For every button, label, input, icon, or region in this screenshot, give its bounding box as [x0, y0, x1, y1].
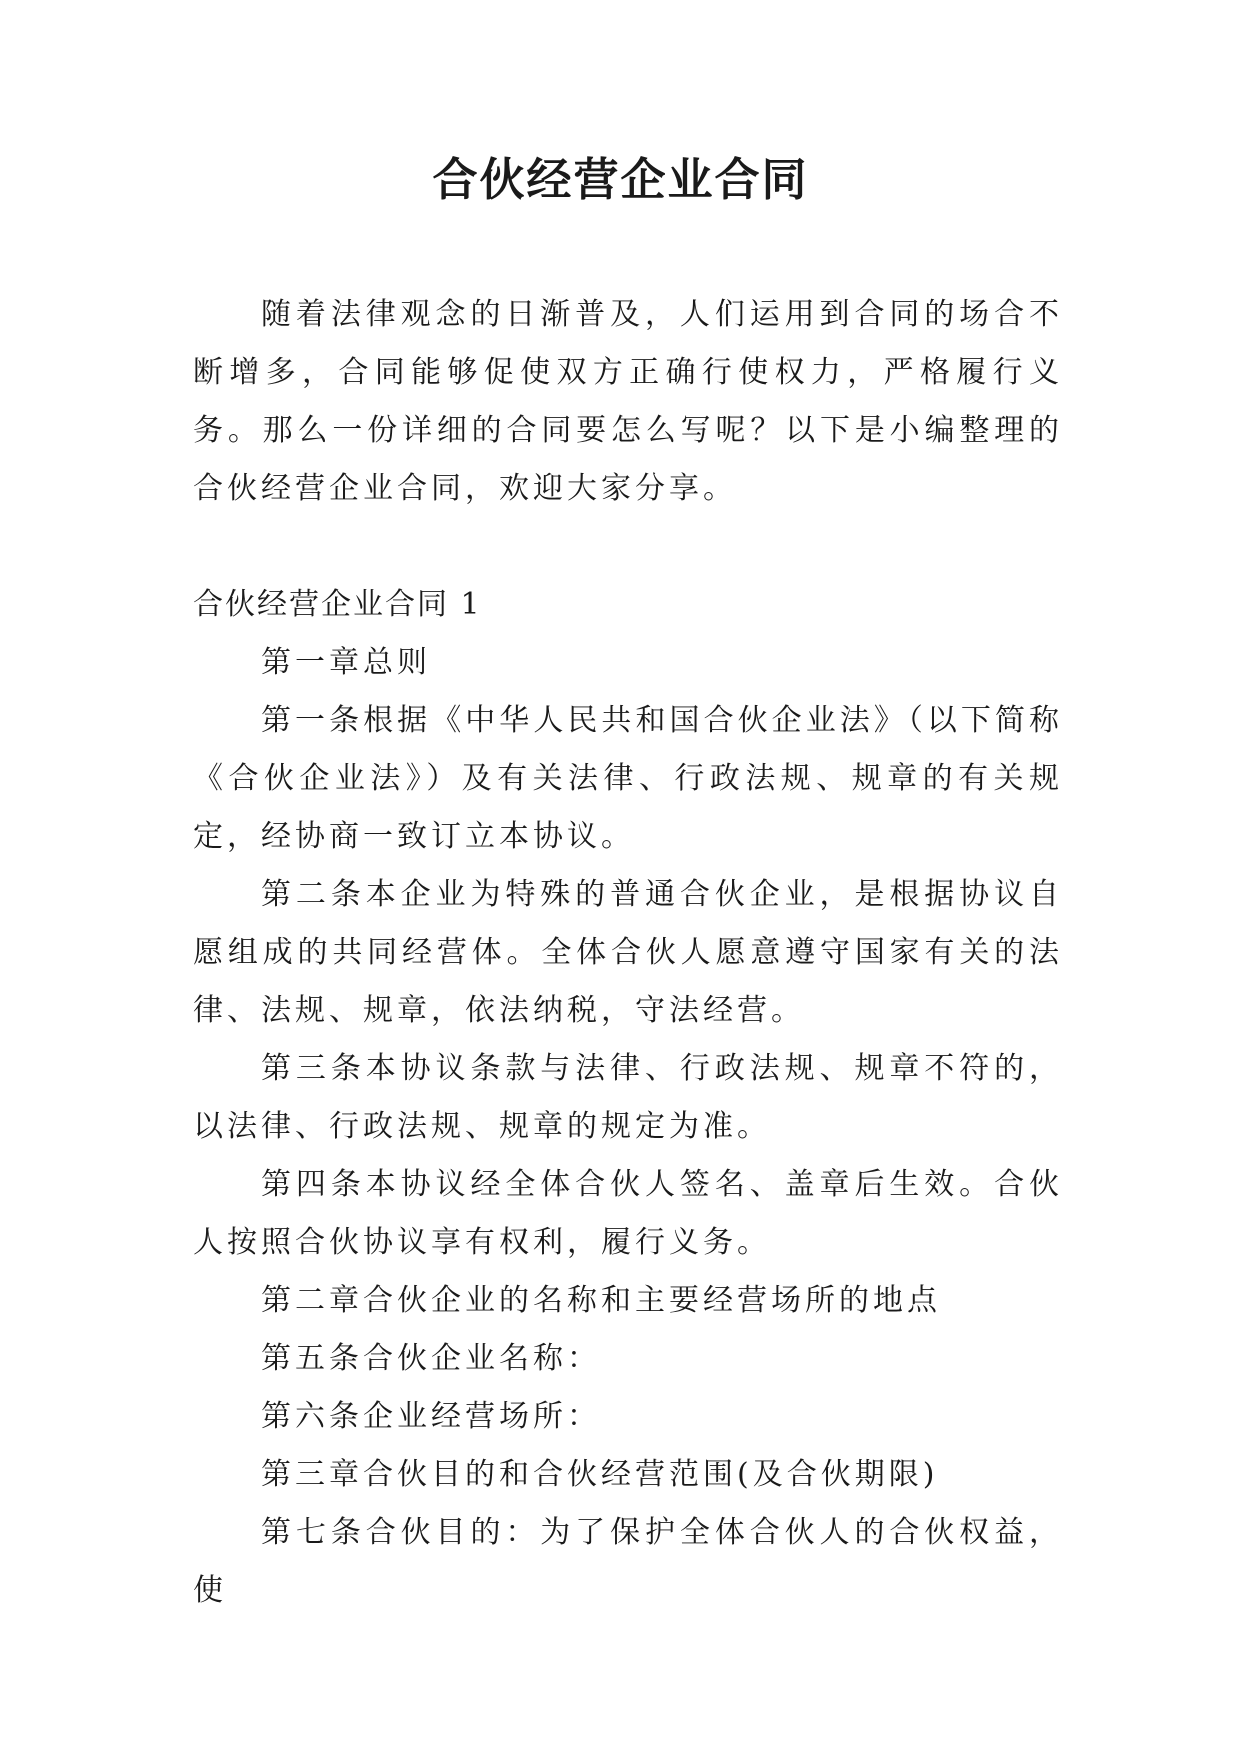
document-body: [193, 286, 1063, 1620]
paragraph-article-4: 第四条本协议经全体合伙人签名、盖章后生效。合伙人按照合伙协议享有权利，履行义务。: [193, 1167, 1063, 1260]
paragraph-article-6: 第六条企业经营场所：: [261, 1399, 601, 1434]
paragraph-article-7: 第七条合伙目的：为了保护全体合伙人的合伙权益，使: [193, 1515, 1063, 1608]
section-title: 合伙经营企业合同 1: [193, 587, 482, 622]
paragraph-article-5: 第五条合伙企业名称：: [261, 1341, 601, 1376]
paragraph-chapter-3: 第三章合伙目的和合伙经营范围(及合伙期限): [261, 1457, 939, 1492]
intro-paragraph: 随着法律观念的日渐普及，人们运用到合同的场合不断增多，合同能够促使双方正确行使权力，严格履行义务。那么一份详细的合同要怎么写呢？以下是小编整理的合伙经营企业合同，欢迎大家分享。: [193, 297, 1063, 506]
paragraph-article-3: 第三条本协议条款与法律、行政法规、规章不符的，以法律、行政法规、规章的规定为准。: [193, 1051, 1063, 1144]
paragraph-article-1: 第一条根据《中华人民共和国合伙企业法》（以下简称《合伙企业法》）及有关法律、行政法规、规章的有关规定，经协商一致订立本协议。: [193, 703, 1063, 854]
paragraph-article-2: 第二条本企业为特殊的普通合伙企业，是根据协议自愿组成的共同经营体。全体合伙人愿意遵守国家有关的法律、法规、规章，依法纳税，守法经营。: [193, 877, 1063, 1028]
paragraph-chapter-2: 第二章合伙企业的名称和主要经营场所的地点: [261, 1283, 941, 1318]
document-title: 合伙经营企业合同: [432, 153, 809, 206]
paragraph-chapter-1: 第一章总则: [261, 645, 431, 680]
